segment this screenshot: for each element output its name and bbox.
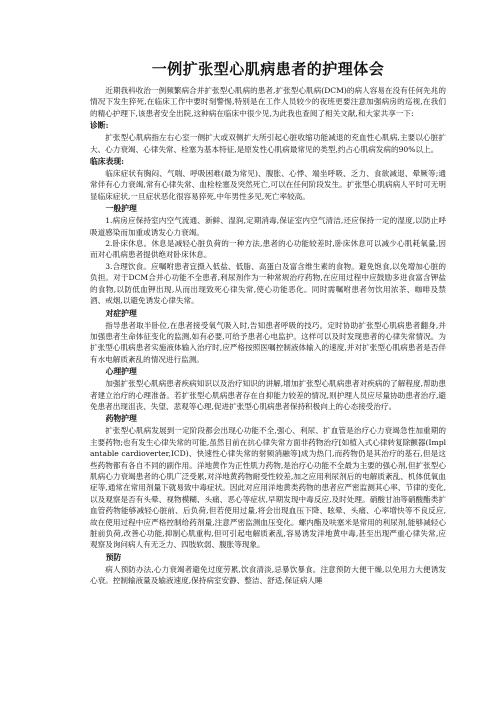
- general-care-item-2: 2.卧床休息。休息是减轻心脏负荷的一种方法,患者的心功能较差时,卧床休息可以减少心肌耗氧量,因而对心肌病患者提供绝对卧床休息。: [90, 239, 446, 260]
- heading-diagnosis: 诊断:: [90, 121, 109, 131]
- intro-paragraph: 近期我科收治一例频繁病合并扩张型心肌病的患者,扩张型心肌病(DCM)的病人容易在没有任何先兆的情况下发生猝死,在临床工作中要时刻警惕,特别是在工作人员较少的夜班更要注意加强病房的巡视,在我们的精心护理下,该患者安全出院,这种病在临床中很少见,为此我也查阅了相关文献,和大家共享一下:: [90, 86, 446, 118]
- document-title: 一例扩张型心肌病患者的护理体会: [151, 60, 385, 78]
- diagnosis-paragraph: 扩张型心肌病指左右心室一侧扩大或双侧扩大所引起心脏收缩功能减退的充血性心肌病,主要以心脏扩大、心力衰竭、心律失常、栓塞为基本特征,是原发性心肌病最常见的类型,约占心肌病发病的90%以上。: [90, 133, 446, 154]
- heading-general-care: 一般护理: [105, 204, 137, 214]
- general-care-item-3: 3.合理饮食。应嘱咐患者宜摄入低盐、低脂、高蛋白及富含维生素的食物。避免饱食,以免增加心脏的负担。对于DCM合并心功能不全患者,利尿剂作为一种常规治疗药物,在应用过程中应鼓励多进食富含钾盐的食物,以防低血钾出现,从而出现致死心律失常,使心功能恶化。同时需嘱咐患者勿饮用浓茶、咖啡及禁酒、戒烟,以避免诱发心律失常。: [90, 261, 446, 306]
- symptomatic-care-paragraph: 指导患者取半卧位,在患者接受氧气吸入时,告知患者呼吸的技巧。定时协助扩张型心肌病患者翻身,并加强患者生命体征变化的监测,如有必要,可给予患者心电监护。这样可以及时发现患者的心律失常情况。为扩张型心肌病患者实施液体输入治疗时,应严格按照医嘱控制液体输入的速度,并对扩张型心肌病患者是否伴有水电解质紊乱的情况进行监测。: [90, 320, 446, 364]
- heading-symptomatic-care: 对症护理: [105, 308, 137, 318]
- psych-care-paragraph: 加强扩张型心肌病患者疾病知识以及治疗知识的讲解,增加扩张型心肌病患者对疾病的了解程度,帮助患者建立治疗的心理准备。若扩张型心肌病患者存在自抑能力较差的情况,则护理人员应尽量协助患者治疗,避免患者出现沮丧、失望、悲观等心理,促进扩张型心肌病患者保持积极向上的心态接受治疗。: [90, 379, 446, 411]
- prevention-paragraph: 病人预防办法,心力衰竭者避免过度劳累,饮食清淡,忌暴饮暴食。注意预防大便干燥,以免用力大便诱发心衰。控制输液量及输液速度,保持病室安静、整洁、舒适,保证病人睡: [90, 564, 446, 586]
- clinical-paragraph: 临床症状有胸闷、气喘、呼吸困难(最为常见)、腹胀、心悸、端坐呼吸、乏力、食欲减退、晕厥等;通常伴有心力衰竭,常有心律失常、血栓栓塞及突然死亡,可以在任何阶段发生。扩张型心肌病病人平时可无明显临床症状,一旦症状恶化很容易猝死,中年男性多见,死亡率较高。: [90, 169, 446, 201]
- heading-psych-care: 心理护理: [105, 367, 137, 377]
- heading-clinical: 临床表现:: [90, 157, 125, 167]
- heading-drug-care: 药物护理: [105, 414, 137, 424]
- drug-care-paragraph: 扩张型心肌病发展到一定阶段都会出现心功能不全,强心、利尿、扩血管是治疗心力衰竭急性加重期的主要药物;也有发生心律失常的可能,虽然目前在抗心律失常方面非药物治疗[如植入式心律转复除颤器(Implantable cardioverter,ICD)、快速性心律失常的射频消融等]成为热门,而药物仍是其治疗的基石,但是这些药物都有各自不同的副作用。洋地黄作为正性肌力药物,是治疗心功能不全最为主要的强心剂,但扩张型心肌病心力衰竭患者的心肌广泛受累,对洋地黄药物耐受性较差,加之应用利尿剂后的电解质紊乱、机体低氧血症等,通常在常用剂量下就易致中毒症状。因此对应用洋地黄类药物的患者应严密监测其心率、节律的变化,以及观察是否有头晕、视物模糊、头痛、恶心等症状,早期发现中毒反应,及时处理。硝酸甘油等硝酸酯类扩血管药物能够减轻心脏前、后负荷,但若使用过量,将会出现血压下降、眩晕、头痛、心率增快等不良反应,故在使用过程中应严格控制给药剂量,注意严密监测血压变化。螺内酯及呋塞米是常用的利尿剂,能够减轻心脏前负荷,改善心功能,抑制心肌重构,但可引起电解质紊乱,容易诱发洋地黄中毒,甚至出现严重心律失常,应观察及询问病人有无乏力、四肢软弱、腹胀等现象。: [90, 426, 446, 550]
- general-care-item-1: 1.病房应保持室内空气流通、新鲜、湿润,定期消毒,保证室内空气清洁,还应保持一定的湿度,以防止呼吸道感染而加重或诱发心力衰竭。: [90, 216, 446, 237]
- heading-prevention: 预防: [105, 552, 122, 562]
